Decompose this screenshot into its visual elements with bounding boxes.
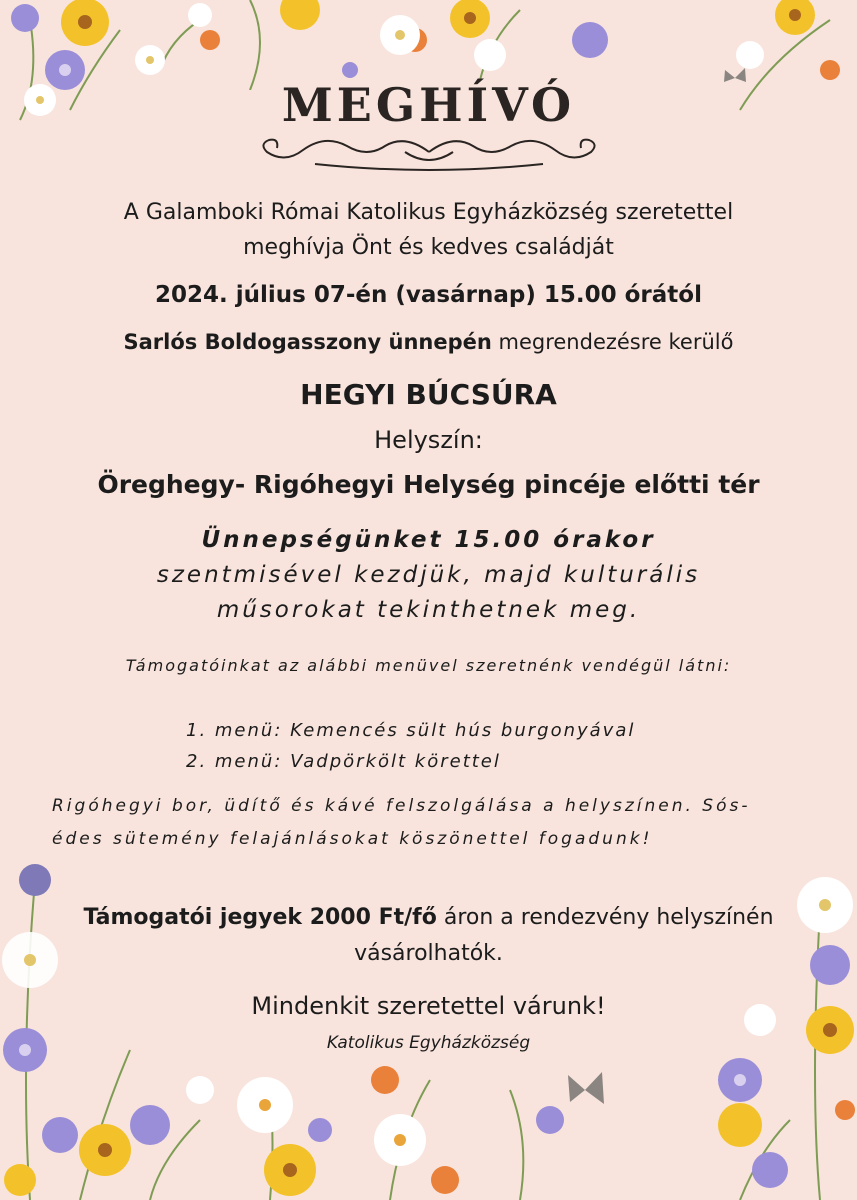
yellow-flower-icon bbox=[4, 1124, 131, 1196]
refreshments-line: Rigóhegyi bor, üdítő és kávé felszolgálása a helyszínen. Sós- bbox=[52, 796, 751, 816]
bottom-center-flowers bbox=[230, 1060, 650, 1200]
menu-item: 1. menü: Kemencés sült hús burgonyával bbox=[186, 720, 636, 741]
refreshments-text bbox=[52, 790, 812, 856]
intro-line: A Galamboki Római Katolikus Egyházközség szeretettel bbox=[123, 200, 734, 225]
top-center-flowers bbox=[190, 0, 650, 90]
venue-label: Helyszín: bbox=[374, 426, 483, 454]
orange-flower-icon bbox=[820, 60, 840, 80]
yellow-flower-icon bbox=[264, 1144, 316, 1196]
orange-flower-icon bbox=[371, 1066, 459, 1194]
ticket-rest: áron a rendezvény helyszínén bbox=[436, 905, 774, 930]
white-flower-icon bbox=[736, 41, 764, 69]
intro-line: meghívja Önt és kedves családját bbox=[243, 235, 614, 260]
feast-rest: megrendezésre kerülő bbox=[491, 330, 734, 354]
supporters-line: Támogatóinkat az alábbi menüvel szeretnénk vendégül látni: bbox=[125, 656, 732, 675]
venue-name: Öreghegy- Rigóhegyi Helység pincéje előtti tér bbox=[97, 470, 760, 499]
feast-name: Sarlós Boldogasszony ünnepén bbox=[123, 330, 492, 354]
feast-line bbox=[0, 330, 857, 354]
signature: Katolikus Egyházközség bbox=[326, 1033, 531, 1053]
orange-flower-icon bbox=[200, 28, 427, 52]
ticket-line: vásárolhatók. bbox=[354, 941, 503, 966]
purple-flower-icon bbox=[342, 22, 608, 78]
yellow-flower-icon bbox=[61, 0, 109, 46]
white-flower-icon bbox=[237, 1077, 426, 1166]
yellow-flower-icon bbox=[718, 1006, 854, 1147]
yellow-flower-icon bbox=[775, 0, 815, 35]
event-name: HEGYI BÚCSÚRA bbox=[300, 378, 557, 411]
white-flower-icon bbox=[380, 15, 506, 71]
event-date: 2024. július 07-én (vasárnap) 15.00 órától bbox=[155, 282, 702, 308]
menu-list bbox=[186, 715, 635, 777]
yellow-flower-icon bbox=[280, 0, 490, 38]
intro-text bbox=[0, 195, 857, 265]
ticket-price: Támogatói jegyek 2000 Ft/fő bbox=[83, 905, 437, 930]
program-line: Ünnepségünket 15.00 órakor bbox=[201, 527, 656, 553]
purple-flower-icon bbox=[718, 945, 850, 1188]
welcome-text: Mindenkit szeretettel várunk! bbox=[251, 992, 606, 1020]
ticket-info bbox=[0, 900, 857, 972]
program-line: műsorokat tekinthetnek meg. bbox=[216, 597, 641, 623]
purple-flower-icon bbox=[308, 1106, 564, 1142]
program-description bbox=[0, 523, 857, 628]
page-title: MEGHÍVÓ bbox=[281, 78, 576, 132]
refreshments-line: édes sütemény felajánlásokat köszönettel fogadunk! bbox=[52, 829, 653, 849]
menu-item: 2. menü: Vadpörkölt körettel bbox=[186, 751, 501, 772]
orange-flower-icon bbox=[835, 1100, 855, 1120]
butterfly-icon bbox=[568, 1072, 604, 1104]
flourish-divider bbox=[255, 130, 603, 176]
program-line: szentmisével kezdjük, majd kulturális bbox=[156, 562, 701, 588]
